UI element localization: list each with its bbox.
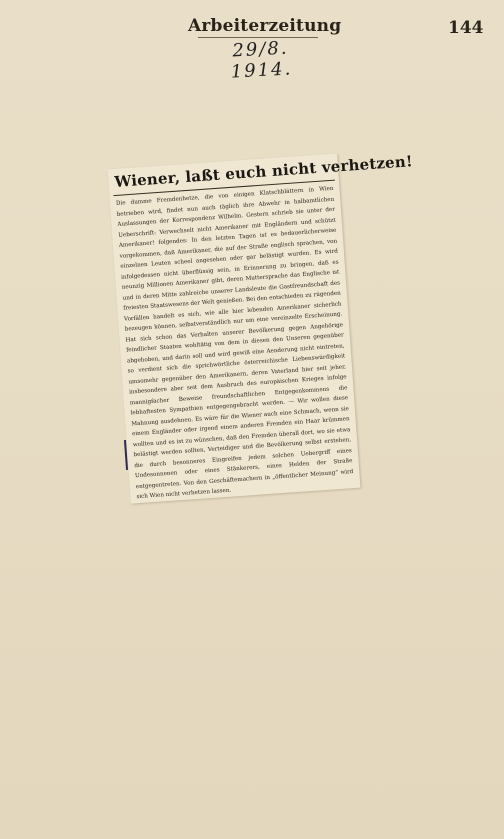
clipping-body-text: Die dumme Fremdenhetze, die von einigen Klatschblättern in Wien betrieben wird, findet nun auch täglich ihre Abwehr in halbamtlichen Auslassungen der Korrespondenz Wilhelm. Gestern schrieb sie unter der Ueberschrift: Verwechselt nicht Amerikaner mit Engländern und schützt Amerikaner! folgendes: In den letzten Tagen ist es bedauerlicherweise vorgekommen, daß Amerikaner, die auf der Straße englisch sprachen, von einzelnen Leuten scheel angesehen oder gar belästigt wurden. Es wird infolgedessen nicht überflüssig sein, in Erinnerung zu bringen, daß es neunzig Millionen Amerikaner gibt, deren Muttersprache das Englische ist und in deren Mitte zahlreiche unserer Landsleute die Gastfreundschaft des freiesten Staatswesens der Welt genießen. Bei den entschieden zu rügenden Vorfällen handelt es sich, wie alle hier lebenden Amerikaner sicherlich bezeugen können, selbstverständlich nur um eine vereinzelte Erscheinung. Hat sich schon das Verhalten unserer Bevölkerung gegen Angehörige feindlicher Staaten wohltätig von dem in diesen den Unseren gegenüber abgehoben, und darin soll und wird gewiß eine Aenderung nicht eintreten, so verdient sich die sprichwörtliche österreichische Liebenswürdigkeit umsomehr gegenüber den Amerikanern, deren Vaterland hier seit jeher, insbesondere aber seit dem Ausbruch des europäischen Krieges infolge mannigfacher Beweise freundschaftlichen Entgegenkommens die lebhaftesten Sympathien entgegengebracht werden. — Wir wollen diese Mahnung ausdehnen. Es wäre für die Wiener auch eine Schmach, wenn sie einem Engländer oder irgend einem anderen Fremden ein Haar krümmen wollten und es ist zu wünschen, daß den Fremden überall dort, wo sie etwa belästigt werden sollten, Verteidiger und die Bevölkerung selbst erstehen, die durch besonneres Eingreifen jedem solchen Uebergriff eines Undesonnenen oder eines Stänkerers, eines Helden der Straße entgegentreten. Von den Geschäftemachern in „öffentlicher Meinung“ wird sich Wien nicht verhetzen lassen. — [115, 185, 354, 501]
clipping-body — [116, 184, 355, 503]
newspaper-title: Arbeiterzeitung — [188, 16, 342, 36]
newspaper-clipping — [108, 152, 414, 503]
clipping-headline: Wiener, laßt euch nicht verhetzen! — [113, 152, 414, 191]
handwritten-date: 29/8. 1914. — [230, 37, 293, 83]
page-number: 144 — [448, 18, 484, 38]
